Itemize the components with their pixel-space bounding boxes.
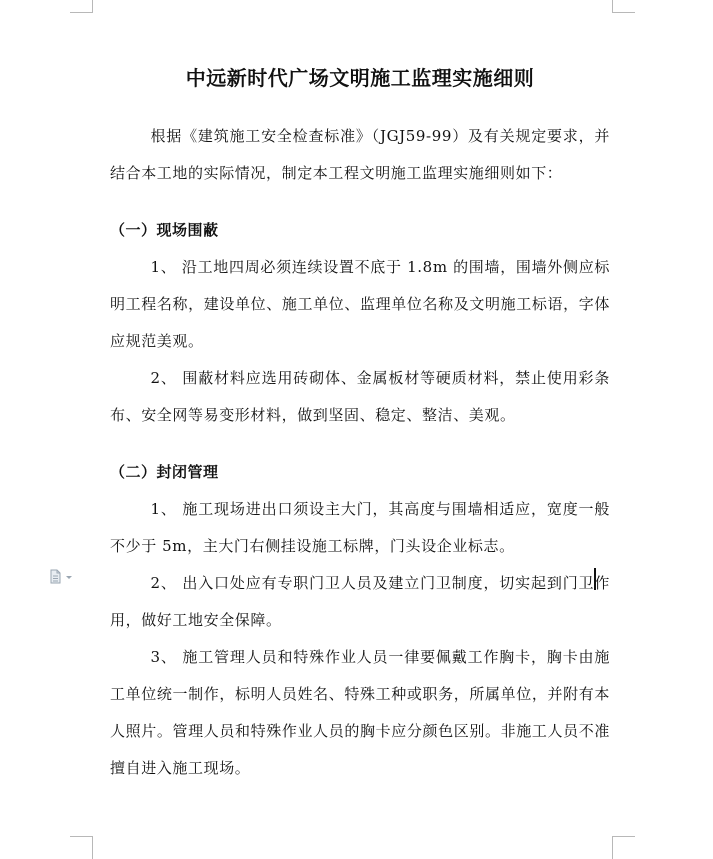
intro-paragraph[interactable]: 根据《建筑施工安全检查标准》（JGJ59-99）及有关规定要求，并结合本工地的实际情况，制定本工程文明施工监理实施细则如下： <box>110 127 610 182</box>
document-title: 中远新时代广场文明施工监理实施细则 <box>185 66 535 90</box>
section-heading-closed-management: （二）封闭管理 <box>110 463 219 481</box>
enclosure-item-1[interactable]: 1、 沿工地四周必须连续设置不底于 1.8m 的围墙，围墙外侧应标明工程名称，建设单位、施工单位、监理单位名称及文明施工标语，字体应规范美观。 <box>110 258 610 350</box>
enclosure-item-2[interactable]: 2、 围蔽材料应选用砖砌体、金属板材等硬质材料，禁止使用彩条布、安全网等易变形材料，做到坚固、稳定、整洁、美观。 <box>110 369 610 424</box>
page-corner-mark-top-right <box>612 0 635 13</box>
management-item-1[interactable]: 1、 施工现场进出口须设主大门，其高度与围墙相适应，宽度一般不少于 5m，主大门右侧挂设施工标牌，门头设企业标志。 <box>110 500 610 555</box>
page-corner-mark-top-left <box>70 0 93 13</box>
document-page <box>110 60 610 787</box>
management-item-2[interactable]: 2、 出入口处应有专职门卫人员及建立门卫制度，切实起到门卫作用，做好工地安全保障。 <box>110 574 610 629</box>
section-heading-site-enclosure: （一）现场围蔽 <box>110 221 219 239</box>
management-item-3[interactable]: 3、 施工管理人员和特殊作业人员一律要佩戴工作胸卡，胸卡由施工单位统一制作，标明人员姓名、特殊工种或职务，所属单位，并附有本人照片。管理人员和特殊作业人员的胸卡应分颜色区别。非施工人员不准擅自进入施工现场。 <box>110 648 610 777</box>
document-outline-icon[interactable] <box>49 569 77 585</box>
